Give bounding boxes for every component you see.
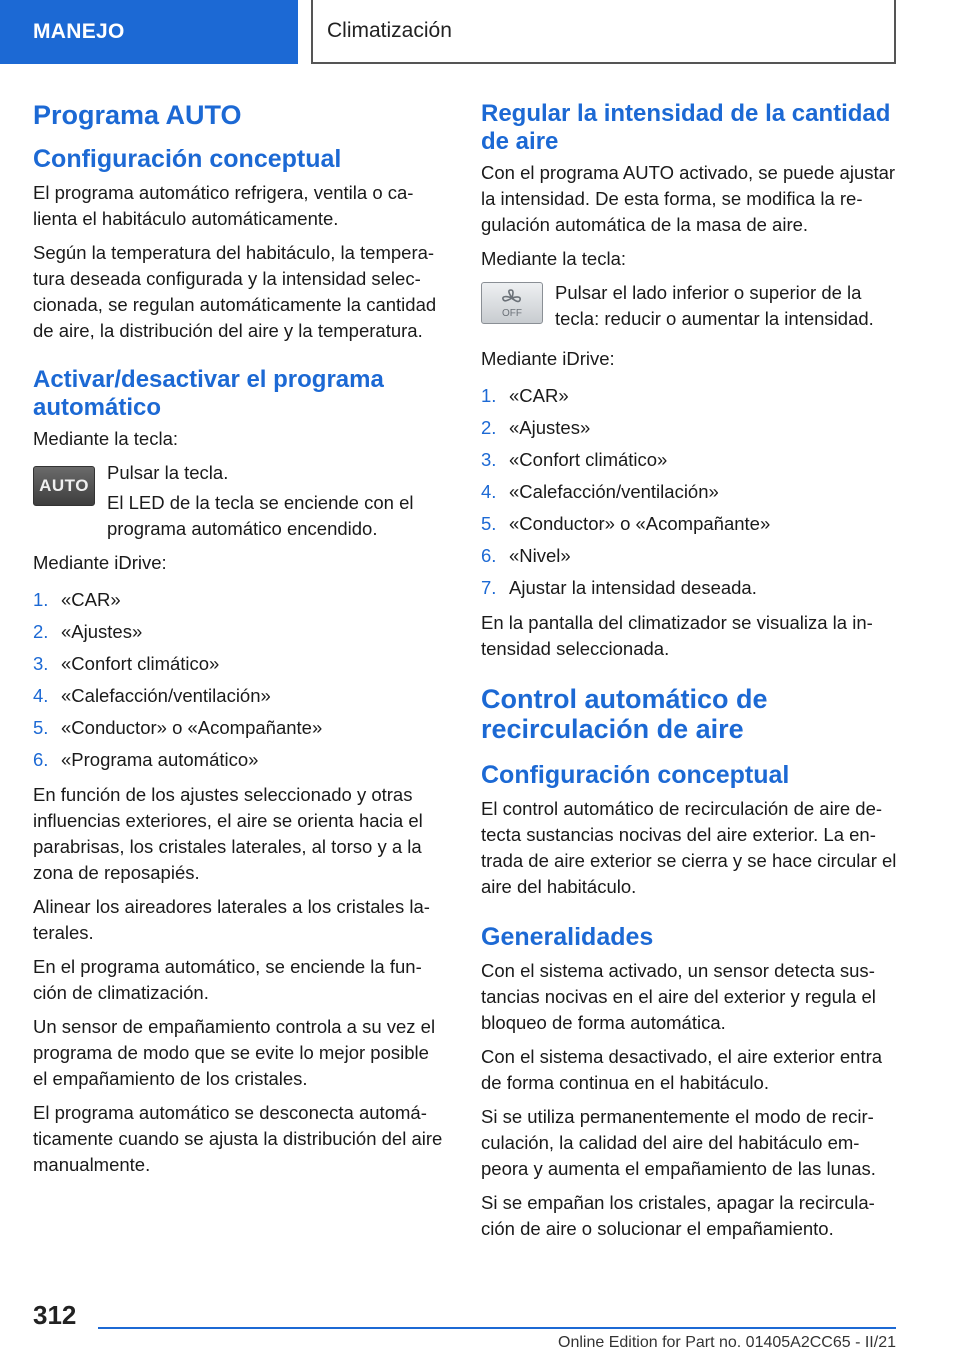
key-instruction xyxy=(33,460,446,542)
paragraph: Mediante la tecla: xyxy=(33,428,179,449)
section-tab xyxy=(0,0,298,64)
paragraph: Mediante iDrive: xyxy=(33,552,167,573)
paragraph: Mediante la tecla: xyxy=(481,248,627,269)
list-item: 4. «Calefacción/ventilación» xyxy=(481,481,719,502)
paragraph: Pulsar la tecla. xyxy=(107,462,229,483)
heading-recirculation: Control automático de recirculación de aire xyxy=(481,684,768,744)
paragraph: El control automático de recirculación de aire detecta sustancias nocivas del aire exterior. La entrada de aire exterior se cierra y se hace circular el aire del habitáculo. xyxy=(481,798,897,897)
paragraph: Mediante iDrive: xyxy=(481,348,615,369)
heading-activate: Activar/desactivar el programa automático xyxy=(33,366,384,421)
list-item: 1. «CAR» xyxy=(33,589,121,610)
list-item: 3. «Confort climático» xyxy=(33,653,220,674)
heading-general: Generalidades xyxy=(481,923,654,951)
section-title: MANEJO xyxy=(33,20,125,43)
left-column xyxy=(33,100,446,1186)
paragraph: En función de los ajustes seleccionado y otras influencias exteriores, el aire se orienta hacia el parabrisas, los cristales laterales, al torso y a la zona de reposapiés. xyxy=(33,784,423,883)
idrive-steps-list xyxy=(481,380,897,604)
edition-note: Online Edition for Part no. 01405A2CC65 - II/21 xyxy=(558,1334,896,1351)
page-number: 312 xyxy=(33,1300,77,1330)
heading-concept: Configuración conceptual xyxy=(481,761,790,789)
fan-icon xyxy=(499,288,525,308)
list-item: 4. «Calefacción/ventilación» xyxy=(33,685,271,706)
list-item: 7. Ajustar la intensidad deseada. xyxy=(481,577,757,598)
list-item: 1. «CAR» xyxy=(481,385,569,406)
list-item: 2. «Ajustes» xyxy=(481,417,591,438)
auto-key-label: AUTO xyxy=(39,476,89,495)
paragraph: Con el programa AUTO activado, se puede ajustar la intensidad. De esta forma, se modifica la regulación automática de la masa de aire. xyxy=(481,162,896,235)
auto-key-icon xyxy=(33,466,95,506)
paragraph: Con el sistema activado, un sensor detecta sustancias nocivas en el aire del exterior y regula el bloqueo de forma automática. xyxy=(481,960,876,1033)
list-item: 6. «Nivel» xyxy=(481,545,571,566)
paragraph: Alinear los aireadores laterales a los cristales laterales. xyxy=(33,896,430,943)
heading-concept: Configuración conceptual xyxy=(33,145,342,173)
paragraph: Si se utiliza permanentemente el modo de recirculación, la calidad del aire del habitáculo empeora y aumenta el empañamiento de las lunas. xyxy=(481,1106,876,1179)
paragraph: Pulsar el lado inferior o superior de la tecla: reducir o aumentar la intensidad. xyxy=(555,282,874,329)
chapter-tab xyxy=(311,0,896,64)
paragraph: Un sensor de empañamiento controla a su vez el programa de modo que se evite lo mejor posible el empañamiento de los cristales. xyxy=(33,1016,436,1089)
heading-intensity: Regular la intensidad de la cantidad de aire xyxy=(481,100,891,155)
paragraph: El LED de la tecla se enciende con el programa automático encendido. xyxy=(107,492,414,539)
list-item: 5. «Conductor» o «Acompañante» xyxy=(33,717,323,738)
paragraph: En el programa automático, se enciende la función de climatización. xyxy=(33,956,422,1003)
list-item: 5. «Conductor» o «Acompañante» xyxy=(481,513,771,534)
list-item: 3. «Confort climático» xyxy=(481,449,668,470)
heading-auto-program: Programa AUTO xyxy=(33,100,242,130)
fan-off-label: OFF xyxy=(502,307,522,319)
paragraph: El programa automático refrigera, ventila o calienta el habitáculo automáticamente. xyxy=(33,182,414,229)
list-item: 6. «Programa automático» xyxy=(33,749,259,770)
fan-key-icon xyxy=(481,282,543,324)
paragraph: Si se empañan los cristales, apagar la recirculación de aire o solucionar el empañamiento. xyxy=(481,1192,875,1239)
footer-divider xyxy=(98,1327,896,1329)
idrive-steps-list xyxy=(33,584,446,776)
right-column xyxy=(481,100,897,1250)
paragraph: El programa automático se desconecta automáticamente cuando se ajusta la distribución del aire manualmente. xyxy=(33,1102,443,1175)
paragraph: Según la temperatura del habitáculo, la temperatura deseada configurada y la intensidad seleccionada, se regulan automáticamente la cantidad de aire, la distribución del aire y la temperatura. xyxy=(33,242,437,341)
key-instruction xyxy=(481,280,897,340)
list-item: 2. «Ajustes» xyxy=(33,621,143,642)
paragraph: En la pantalla del climatizador se visualiza la intensidad seleccionada. xyxy=(481,612,873,659)
paragraph: Con el sistema desactivado, el aire exterior entra de forma continua en el habitáculo. xyxy=(481,1046,883,1093)
chapter-title: Climatización xyxy=(327,19,452,42)
